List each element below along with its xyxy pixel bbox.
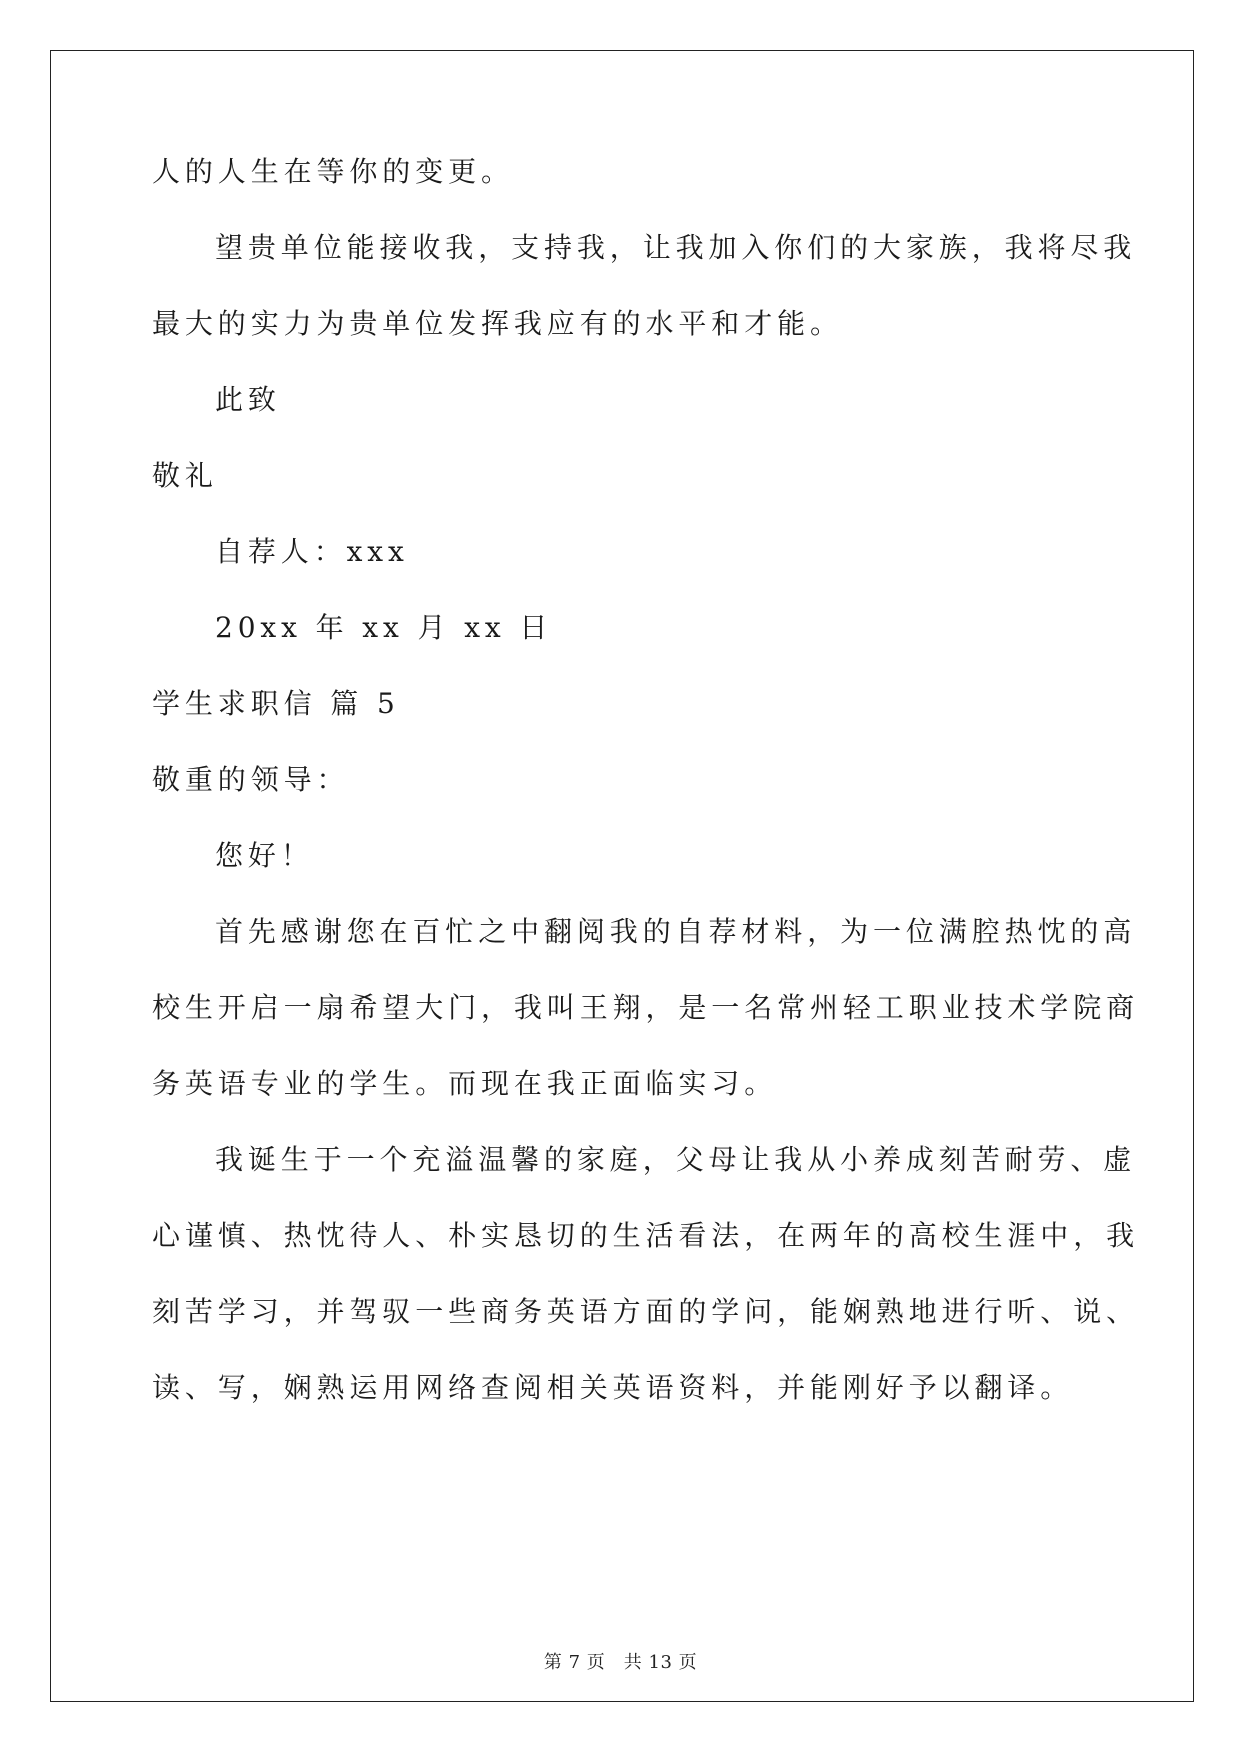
date-line: 20xx 年 xx 月 xx 日 [215,611,553,644]
closing-phrase: 此致 [215,383,281,416]
greeting-hello: 您好！ [215,839,314,872]
signature-line: 自荐人：xxx [215,535,409,568]
paragraph-line: 务英语专业的学生。而现在我正面临实习。 [152,1067,778,1100]
paragraph-line: 心谨慎、热忱待人、朴实恳切的生活看法，在两年的高校生涯中，我 [152,1219,1140,1252]
page-border [50,50,1194,1702]
paragraph-line: 首先感谢您在百忙之中翻阅我的自荐材料，为一位满腔热忱的高 [215,915,1137,948]
paragraph-line: 最大的实力为贵单位发挥我应有的水平和才能。 [152,307,843,340]
section-heading: 学生求职信 篇 5 [152,687,400,720]
salutation-closing: 敬礼 [152,459,218,492]
page-number: 第 7 页 共 13 页 [543,1652,698,1673]
paragraph-line: 我诞生于一个充溢温馨的家庭，父母让我从小养成刻苦耐劳、虚 [215,1143,1137,1176]
greeting-line: 敬重的领导： [152,763,350,796]
paragraph-line: 校生开启一扇希望大门，我叫王翔，是一名常州轻工职业技术学院商 [152,991,1140,1024]
paragraph-line: 读、写，娴熟运用网络查阅相关英语资料，并能刚好予以翻译。 [152,1371,1074,1404]
paragraph-line: 望贵单位能接收我，支持我，让我加入你们的大家族，我将尽我 [215,231,1137,264]
paragraph-line: 人的人生在等你的变更。 [152,155,514,188]
paragraph-line: 刻苦学习，并驾驭一些商务英语方面的学问，能娴熟地进行听、说、 [152,1295,1140,1328]
